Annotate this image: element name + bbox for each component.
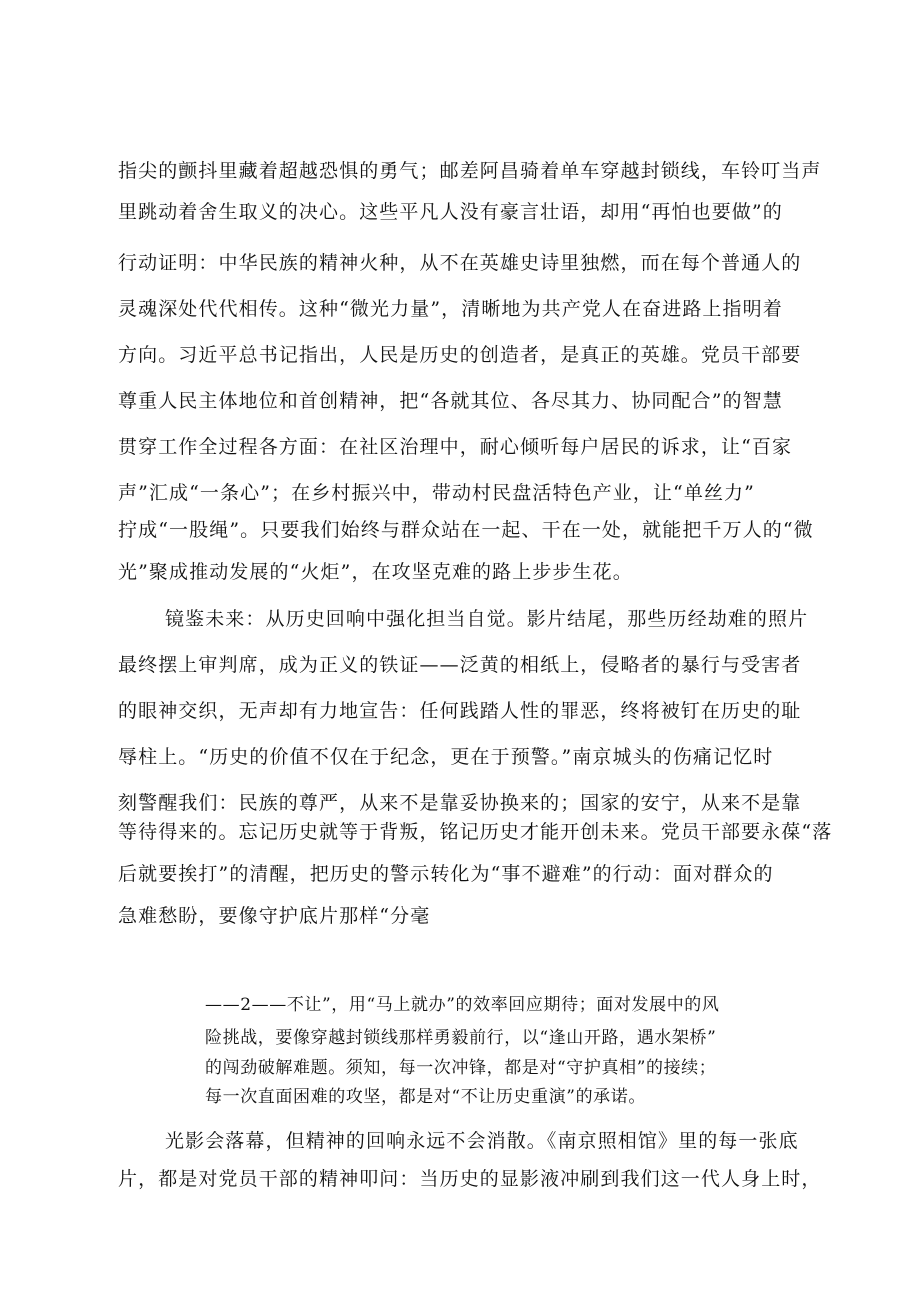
text-line: 贯穿工作全过程各方面：在社区治理中，耐心倾听每户居民的诉求，让“百家 (118, 436, 793, 458)
text-line: 尊重人民主体地位和首创精神，把“各就其位、各尽其力、协同配合”的智慧 (118, 390, 783, 412)
text-line: 光”聚成推动发展的“火炬”，在攻坚克难的路上步步生花。 (118, 561, 633, 583)
text-line: 光影会落幕，但精神的回响永远不会消散。《南京照相馆》里的每一张底 (165, 1130, 799, 1152)
text-line: 刻警醒我们：民族的尊严，从来不是靠妥协换来的；国家的安宁，从来不是靠 (118, 792, 802, 814)
text-line: 行动证明：中华民族的精神火种，从不在英雄史诗里独燃，而在每个普通人的 (118, 252, 802, 274)
text-line: 的闯劲破解难题。须知，每一次冲锋，都是对“守护真相”的接续； (205, 1058, 717, 1078)
text-line: 拧成“一股绳”。只要我们始终与群众站在一起、干在一处，就能把千万人的“微 (118, 519, 814, 541)
text-line: 最终摆上审判席，成为正义的铁证——泛黄的相纸上，侵略者的暴行与受害者 (118, 654, 802, 676)
text-line: 声”汇成“一条心”；在乡村振兴中，带动村民盘活特色产业，让“单丝力” (118, 482, 755, 504)
text-line: 辱柱上。“历史的价值不仅在于纪念，更在于预警。”南京城头的伤痛记忆时 (118, 746, 774, 768)
text-line: 方向。习近平总书记指出，人民是历史的创造者，是真正的英雄。党员干部要 (118, 344, 802, 366)
text-line: 灵魂深处代代相传。这种“微光力量”，清晰地为共产党人在奋进路上指明着 (118, 298, 783, 320)
text-line: 等待得来的。忘记历史就等于背叛，铭记历史才能开创未来。党员干部要永葆“落 (118, 821, 833, 843)
text-line: 片，都是对党员干部的精神叩问：当历史的显影液冲刷到我们这一代人身上时， (118, 1168, 822, 1190)
text-line: 的眼神交织，无声却有力地宣告：任何践踏人性的罪恶，终将被钉在历史的耻 (118, 700, 802, 722)
text-line: 里跳动着舍生取义的决心。这些平凡人没有豪言壮语，却用“再怕也要做”的 (118, 201, 783, 223)
text-line: 急难愁盼，要像守护底片那样“分毫 (118, 905, 431, 927)
text-line: 指尖的颤抖里藏着超越恐惧的勇气；邮差阿昌骑着单车穿越封锁线，车铃叮当声 (118, 160, 822, 182)
text-line: 每一次直面困难的攻坚，都是对“不让历史重演”的承诺。 (205, 1087, 646, 1107)
text-line: 险挑战，要像穿越封锁线那样勇毅前行，以“逢山开路，遇水架桥” (205, 1028, 717, 1048)
text-line: 镜鉴未来：从历史回响中强化担当自觉。影片结尾，那些历经劫难的照片 (165, 608, 809, 630)
text-line-with-page-number: ——2——不让”，用“马上就办”的效率回应期待；面对发展中的风 (205, 995, 720, 1015)
text-line: 后就要挨打”的清醒，把历史的警示转化为“事不避难”的行动：面对群众的 (118, 863, 774, 885)
